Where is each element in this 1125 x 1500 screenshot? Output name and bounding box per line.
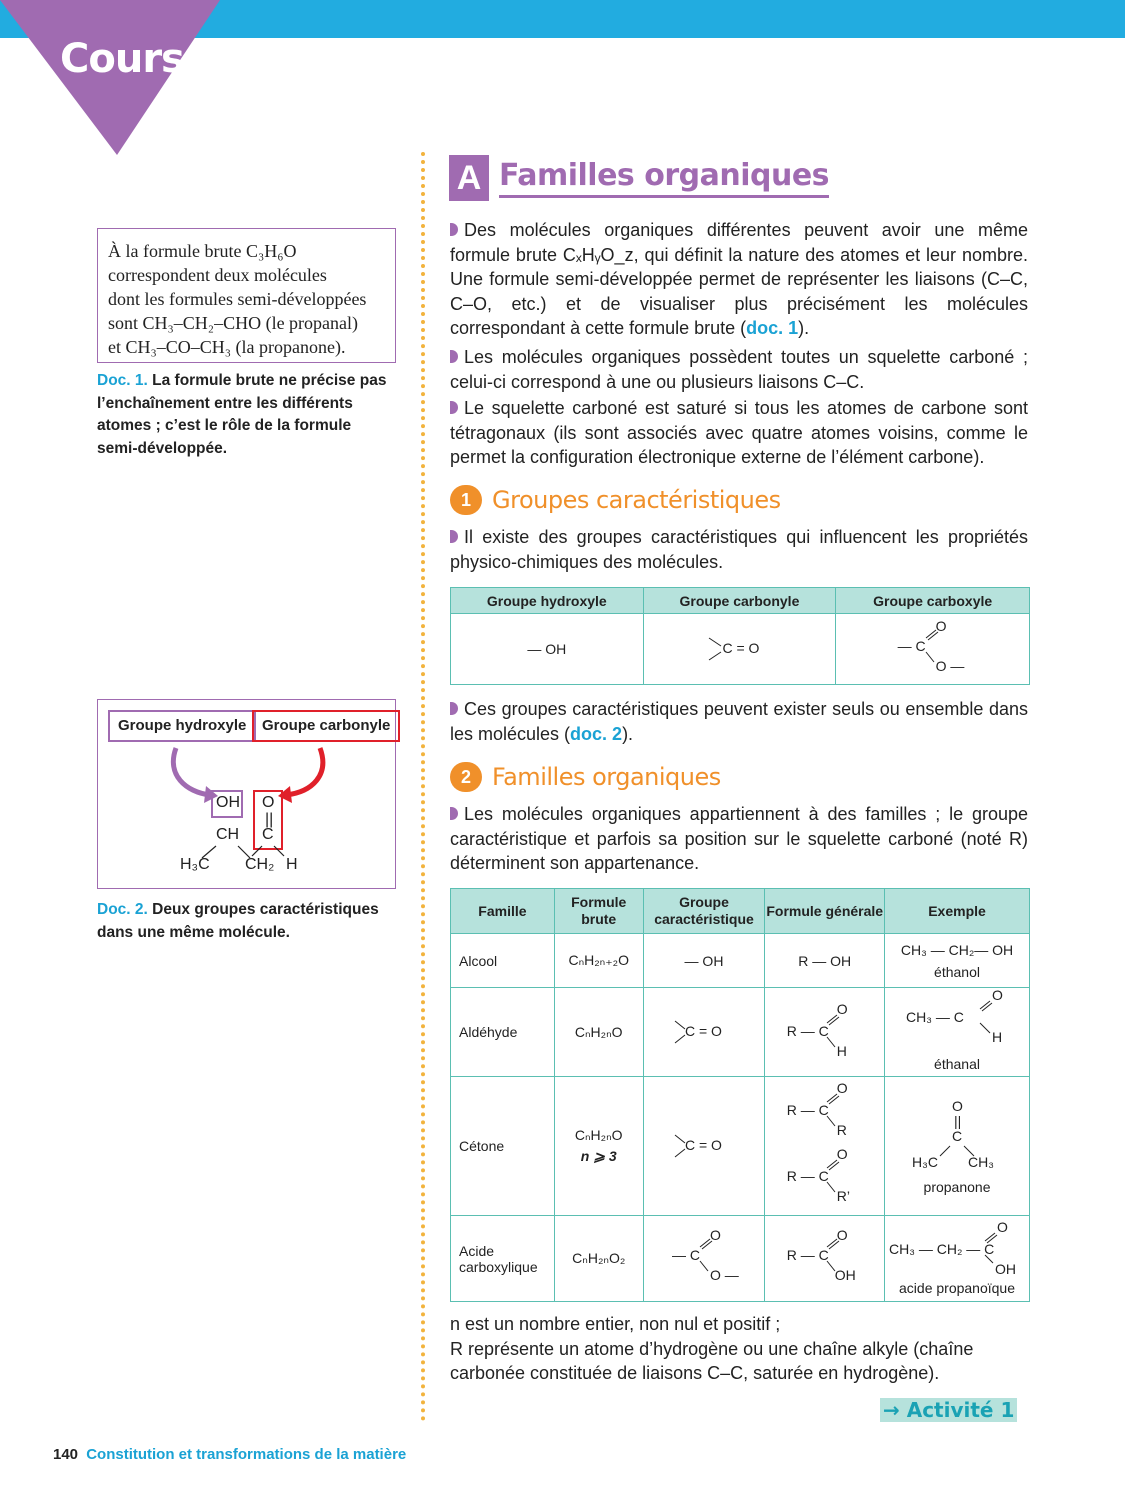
section-letter: A bbox=[449, 155, 489, 201]
carboxyle-o2: O — bbox=[935, 657, 965, 674]
cet-brute: CₙH₂ₙO bbox=[574, 1127, 623, 1143]
p4-text: Il existe des groupes caractéristiques qui influencent les propriétés physico-chimiques des molécules. bbox=[450, 527, 1028, 572]
ald-ex-formula: CH₃ — C bbox=[906, 1008, 964, 1025]
sym-c: — C bbox=[671, 1247, 700, 1263]
carboxyle-o: O bbox=[935, 617, 947, 634]
p6-text: Les molécules organiques appartiennent à des familles ; le groupe caractéristique et parfois sa position sur le squelette carboné (noté R) déterminent son appartenance. bbox=[450, 804, 1028, 873]
section-heading bbox=[449, 155, 829, 201]
sym-ominus: O — bbox=[709, 1267, 739, 1283]
footer bbox=[53, 1446, 406, 1463]
paragraph-2 bbox=[450, 345, 1028, 394]
mol-ch: CH bbox=[216, 826, 240, 843]
famille-cell: Acide carboxylique bbox=[451, 1216, 555, 1302]
brute-cell bbox=[554, 1077, 643, 1216]
note-n: n est un nombre entier, non nul et positif ; bbox=[450, 1314, 781, 1334]
families-table bbox=[450, 888, 1030, 1302]
page-number: 140 bbox=[53, 1446, 79, 1463]
exemple-cell bbox=[885, 1216, 1030, 1302]
sym-rprime: R’ bbox=[836, 1187, 850, 1204]
doc1-box bbox=[97, 228, 396, 363]
doc2-box bbox=[97, 699, 396, 889]
ald-carbonyle bbox=[669, 1013, 739, 1049]
cet-carbonyle-text: C = O bbox=[684, 1136, 722, 1153]
column-divider bbox=[421, 152, 426, 1422]
ald-example-name: éthanal bbox=[934, 1055, 980, 1072]
cet-example-name: propanone bbox=[923, 1178, 991, 1195]
general-cell bbox=[765, 988, 885, 1077]
carboxyle-cell bbox=[836, 614, 1030, 685]
brute-cell: CₙH₂ₙO bbox=[554, 988, 643, 1077]
alcool-example-name: éthanol bbox=[934, 963, 980, 980]
famille-cell: Alcool bbox=[451, 934, 555, 988]
carbonyle-formula bbox=[699, 628, 779, 668]
sym-rc: R — C bbox=[786, 1101, 829, 1118]
carbonyle-text: C = O bbox=[722, 639, 760, 656]
hydroxyle-formula: — OH bbox=[527, 641, 567, 657]
acid-general bbox=[785, 1227, 865, 1287]
sym-rc: R — C bbox=[786, 1022, 829, 1039]
mol-ch2: CH₂ bbox=[245, 856, 275, 873]
mol-h: H bbox=[286, 856, 298, 873]
doc2-link[interactable]: doc. 2 bbox=[570, 723, 623, 744]
label-carbonyle: Groupe carbonyle bbox=[252, 710, 400, 742]
cet-h3c: H₃C bbox=[912, 1153, 938, 1170]
general-cell bbox=[765, 1077, 885, 1216]
footer-title: Constitution et transformations de la matière bbox=[86, 1446, 407, 1463]
groupe-cell bbox=[643, 1216, 765, 1302]
sym-o: O bbox=[952, 1097, 963, 1114]
table-row bbox=[451, 934, 1030, 988]
doc1-line: sont CH₃–CH₂–CHO (le propanal) bbox=[108, 313, 359, 333]
sym-rc: R — C bbox=[786, 1167, 829, 1184]
paragraph-5 bbox=[450, 697, 1028, 746]
cet-carbonyle bbox=[669, 1127, 739, 1163]
sym-o: O bbox=[836, 1145, 848, 1162]
p1-text: Des molécules organiques différentes peuvent avoir une même formule brute CₓHᵧO_z, qui définit la nature des atomes et leur nombre. Une formule semi-développée permet de représenter les liaisons (C–C, C–O, etc.) et de visualiser plus précisément les molécules correspondant à cette formule brute ( bbox=[450, 220, 1028, 338]
famille-cell: Aldéhyde bbox=[451, 988, 555, 1077]
groupe-cell: — OH bbox=[643, 934, 765, 988]
sym-o: O bbox=[836, 1227, 848, 1243]
general-cell: R — OH bbox=[765, 934, 885, 988]
table-row bbox=[451, 988, 1030, 1077]
table2-header: Formule brute bbox=[554, 889, 643, 934]
table2-header: Formule générale bbox=[765, 889, 885, 934]
subsection-2-heading bbox=[450, 762, 721, 792]
p3-text: Le squelette carboné est saturé si tous les atomes de carbone sont tétragonaux (ils sont associés avec quatre atomes voisins, comme le permet la configuration électronique externe de l’élément carbone). bbox=[450, 398, 1028, 467]
cet-c: C bbox=[952, 1127, 963, 1144]
cet-dbl: || bbox=[954, 1112, 962, 1129]
subsection-1-title: Groupes caractéristiques bbox=[492, 486, 781, 514]
mol-c: C bbox=[262, 826, 274, 843]
sym-o: O bbox=[836, 1079, 848, 1096]
cet-example bbox=[912, 1098, 1002, 1172]
doc1-link[interactable]: doc. 1 bbox=[746, 318, 799, 338]
cet-ch3: CH₃ bbox=[968, 1153, 994, 1170]
acid-ex-formula: CH₃ — CH₂ — C bbox=[889, 1241, 995, 1257]
label-hydroxyle: Groupe hydroxyle bbox=[108, 710, 256, 742]
sym-o: O bbox=[836, 1000, 848, 1017]
acid-example bbox=[889, 1221, 1025, 1277]
paragraph-4 bbox=[450, 525, 1028, 574]
acid-group bbox=[664, 1227, 744, 1287]
groups-table bbox=[450, 587, 1030, 685]
general-cell bbox=[765, 1216, 885, 1302]
bullet-icon bbox=[450, 530, 458, 543]
p5-end: ). bbox=[622, 723, 634, 744]
carboxyle-formula bbox=[888, 618, 978, 678]
bullet-icon bbox=[450, 223, 458, 236]
table-row bbox=[451, 1077, 1030, 1216]
carbonyle-cell bbox=[643, 614, 836, 685]
sym-oh: OH bbox=[995, 1261, 1017, 1277]
ald-general bbox=[785, 1001, 865, 1061]
cet-general-bonds bbox=[785, 1080, 865, 1210]
doc1-line: À la formule brute C₃H₆O bbox=[108, 241, 297, 261]
doc1-caption bbox=[97, 370, 392, 460]
table2-header: Famille bbox=[451, 889, 555, 934]
p5-text: Ces groupes caractéristiques peuvent exister seuls ou ensemble dans les molécules ( bbox=[450, 699, 1028, 744]
exemple-cell bbox=[885, 988, 1030, 1077]
brute-cell: CₙH₂ₙO₂ bbox=[554, 1216, 643, 1302]
exemple-cell bbox=[885, 1077, 1030, 1216]
carboxyle-c: — C bbox=[897, 637, 926, 654]
hydroxyle-cell bbox=[451, 614, 644, 685]
doc1-ref: Doc. 1. bbox=[97, 372, 148, 389]
note-r: R représente un atome d’hydrogène ou une chaîne alkyle (chaîne carbonée constituée de liaisons C–C, saturée en hydrogène). bbox=[450, 1338, 974, 1383]
ald-example bbox=[902, 986, 1012, 1053]
sym-r: R bbox=[836, 1121, 847, 1138]
notes bbox=[450, 1312, 1030, 1386]
table2-header: Groupe caractéristique bbox=[643, 889, 765, 934]
p1-end: ). bbox=[798, 318, 810, 338]
mol-h3c: H₃C bbox=[180, 856, 210, 873]
doc1-line: et CH₃–CO–CH₃ (la propanone). bbox=[108, 337, 346, 357]
doc1-line: correspondent deux molécules bbox=[108, 265, 327, 285]
subsection-2-number: 2 bbox=[450, 762, 482, 792]
acid-example-name: acide propanoïque bbox=[899, 1280, 1016, 1296]
section-title: Familles organiques bbox=[499, 158, 829, 198]
doc2-caption bbox=[97, 899, 387, 944]
doc1-line: dont les formules semi-développées bbox=[108, 289, 367, 309]
doc2-ref: Doc. 2. bbox=[97, 901, 148, 918]
bullet-icon bbox=[450, 401, 458, 414]
paragraph-3 bbox=[450, 396, 1028, 470]
table1-header: Groupe hydroxyle bbox=[451, 588, 644, 614]
table1-header: Groupe carbonyle bbox=[643, 588, 836, 614]
cet-brute-cond: n ⩾ 3 bbox=[580, 1148, 617, 1164]
ald-carbonyle-text: C = O bbox=[684, 1022, 722, 1039]
sym-oh: OH bbox=[834, 1267, 856, 1283]
bullet-icon bbox=[450, 702, 458, 715]
p2-text: Les molécules organiques possèdent toutes un squelette carboné ; celui-ci correspond à une ou plusieurs liaisons C–C. bbox=[450, 347, 1028, 392]
sym-h: H bbox=[836, 1042, 847, 1059]
sym-rc: R — C bbox=[786, 1247, 829, 1263]
doc2-caption-text: Deux groupes caractéristiques dans une même molécule. bbox=[97, 901, 379, 941]
mol-o: O bbox=[262, 794, 275, 811]
brute-cell: CₙH₂ₙ₊₂O bbox=[554, 934, 643, 988]
subsection-2-title: Familles organiques bbox=[492, 763, 721, 791]
mol-double-bond: || bbox=[265, 811, 274, 828]
cet-general bbox=[785, 1080, 865, 1210]
famille-cell: Cétone bbox=[451, 1077, 555, 1216]
bullet-icon bbox=[450, 350, 458, 363]
exemple-cell bbox=[885, 934, 1030, 988]
sym-o: O bbox=[992, 986, 1003, 1003]
groupe-cell bbox=[643, 988, 765, 1077]
table-row bbox=[451, 1216, 1030, 1302]
sym-o: O bbox=[997, 1219, 1008, 1235]
cours-label: Cours bbox=[60, 36, 184, 82]
paragraph-1 bbox=[450, 218, 1028, 341]
paragraph-6 bbox=[450, 802, 1028, 876]
bullet-icon bbox=[450, 807, 458, 820]
groupe-cell bbox=[643, 1077, 765, 1216]
sym-o: O bbox=[709, 1227, 721, 1243]
doc1-caption-text: La formule brute ne précise pas l’enchaînement entre les différents atomes ; c’est le rôle de la formule semi-développée. bbox=[97, 372, 387, 457]
sym-h: H bbox=[992, 1028, 1003, 1045]
alcool-example-formula: CH₃ — CH₂— OH bbox=[900, 941, 1014, 958]
mol-oh: OH bbox=[216, 794, 240, 811]
subsection-1-number: 1 bbox=[450, 485, 482, 515]
activity-link[interactable]: → Activité 1 bbox=[880, 1398, 1017, 1422]
table1-header: Groupe carboxyle bbox=[836, 588, 1030, 614]
subsection-1-heading bbox=[450, 485, 781, 515]
table2-header: Exemple bbox=[885, 889, 1030, 934]
